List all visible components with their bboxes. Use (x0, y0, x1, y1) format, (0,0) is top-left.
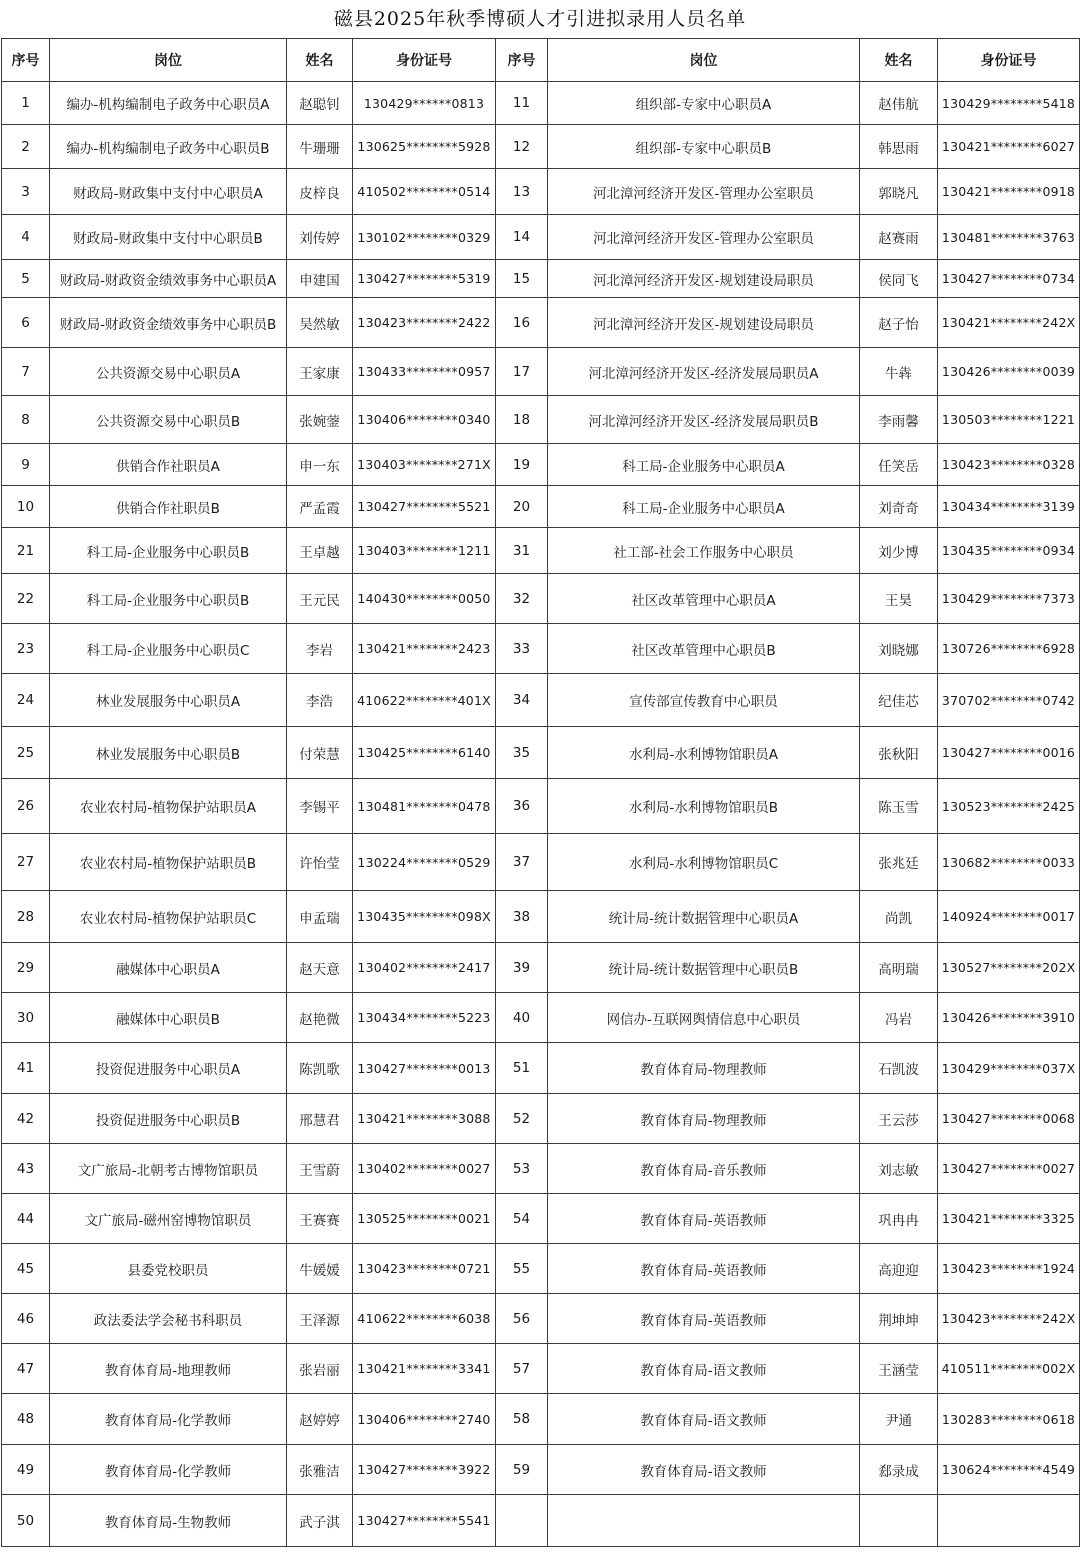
cell-name: 王赛赛 (287, 1194, 353, 1244)
cell-name: 冯岩 (860, 993, 938, 1043)
cell-name: 王雪蔚 (287, 1144, 353, 1194)
cell-post: 河北漳河经济开发区-管理办公室职员 (548, 169, 860, 215)
cell-seq: 36 (496, 779, 548, 834)
cell-seq: 13 (496, 169, 548, 215)
cell-post: 宣传部宣传教育中心职员 (548, 674, 860, 727)
cell-seq: 57 (496, 1344, 548, 1394)
cell-seq: 14 (496, 215, 548, 260)
header-id: 身份证号 (353, 39, 496, 82)
cell-post: 河北漳河经济开发区-规划建设局职员 (548, 260, 860, 298)
cell-post: 财政局-财政集中支付中心职员A (50, 169, 287, 215)
header-row (2, 39, 1080, 82)
cell-id: 130427********0027 (938, 1144, 1080, 1194)
cell-id: 130429******0813 (353, 82, 496, 125)
cell-id: 130423********1924 (938, 1244, 1080, 1294)
cell-post: 河北漳河经济开发区-经济发展局职员A (548, 348, 860, 396)
cell-seq: 39 (496, 943, 548, 993)
cell-id (938, 1495, 1080, 1547)
cell-seq: 47 (2, 1344, 50, 1394)
cell-post: 林业发展服务中心职员A (50, 674, 287, 727)
header-name: 姓名 (860, 39, 938, 82)
cell-id: 130426********0039 (938, 348, 1080, 396)
cell-name: 郭晓凡 (860, 169, 938, 215)
cell-seq: 31 (496, 528, 548, 574)
cell-name: 尹通 (860, 1394, 938, 1445)
cell-id: 130435********0934 (938, 528, 1080, 574)
cell-post: 水利局-水利博物馆职员A (548, 727, 860, 779)
cell-name: 赵婷婷 (287, 1394, 353, 1445)
cell-seq: 48 (2, 1394, 50, 1445)
cell-seq: 5 (2, 260, 50, 298)
cell-seq: 4 (2, 215, 50, 260)
cell-id: 130421********3341 (353, 1344, 496, 1394)
cell-post: 教育体育局-语文教师 (548, 1344, 860, 1394)
cell-seq: 32 (496, 574, 548, 624)
header-id: 身份证号 (938, 39, 1080, 82)
cell-seq: 50 (2, 1495, 50, 1547)
cell-name: 刘传婷 (287, 215, 353, 260)
table-row (2, 943, 1080, 993)
cell-name: 陈玉雪 (860, 779, 938, 834)
cell-name: 任笑岳 (860, 444, 938, 486)
cell-seq: 17 (496, 348, 548, 396)
cell-post: 社工部-社会工作服务中心职员 (548, 528, 860, 574)
cell-seq: 24 (2, 674, 50, 727)
cell-seq: 38 (496, 891, 548, 943)
cell-post: 融媒体中心职员A (50, 943, 287, 993)
cell-id: 130427********3922 (353, 1445, 496, 1495)
cell-id: 130427********0016 (938, 727, 1080, 779)
table-row (2, 993, 1080, 1043)
cell-name: 赵聪钊 (287, 82, 353, 125)
cell-name: 陈凯歌 (287, 1043, 353, 1094)
cell-name: 张岩丽 (287, 1344, 353, 1394)
cell-seq: 7 (2, 348, 50, 396)
cell-name: 张婉蓥 (287, 396, 353, 444)
page-title: 磁县2025年秋季博硕人才引进拟录用人员名单 (333, 8, 747, 30)
cell-name: 王卓越 (287, 528, 353, 574)
cell-seq: 22 (2, 574, 50, 624)
cell-name: 刘奇奇 (860, 486, 938, 528)
cell-name: 赵艳微 (287, 993, 353, 1043)
cell-post: 县委党校职员 (50, 1244, 287, 1294)
cell-post: 社区改革管理中心职员B (548, 624, 860, 674)
cell-seq: 27 (2, 834, 50, 891)
table-row (2, 891, 1080, 943)
cell-seq: 19 (496, 444, 548, 486)
cell-seq: 40 (496, 993, 548, 1043)
cell-post (548, 1495, 860, 1547)
cell-post: 教育体育局-英语教师 (548, 1294, 860, 1344)
cell-seq: 59 (496, 1445, 548, 1495)
cell-post: 教育体育局-语文教师 (548, 1445, 860, 1495)
cell-seq: 1 (2, 82, 50, 125)
cell-id: 130421********2423 (353, 624, 496, 674)
cell-name: 牛媛媛 (287, 1244, 353, 1294)
cell-id: 130403********1211 (353, 528, 496, 574)
table-row (2, 1394, 1080, 1445)
cell-id: 130421********242X (938, 298, 1080, 348)
cell-seq: 56 (496, 1294, 548, 1344)
cell-name: 纪佳芯 (860, 674, 938, 727)
cell-id: 410622********6038 (353, 1294, 496, 1344)
table-row (2, 779, 1080, 834)
cell-seq: 3 (2, 169, 50, 215)
cell-seq: 29 (2, 943, 50, 993)
cell-seq: 11 (496, 82, 548, 125)
table-row (2, 1495, 1080, 1547)
cell-seq: 54 (496, 1194, 548, 1244)
cell-post: 财政局-财政资金绩效事务中心职员B (50, 298, 287, 348)
cell-id: 130434********5223 (353, 993, 496, 1043)
cell-id: 130427********0068 (938, 1094, 1080, 1144)
cell-post: 公共资源交易中心职员B (50, 396, 287, 444)
table-row (2, 1043, 1080, 1094)
cell-seq: 53 (496, 1144, 548, 1194)
cell-post: 河北漳河经济开发区-规划建设局职员 (548, 298, 860, 348)
cell-post: 投资促进服务中心职员B (50, 1094, 287, 1144)
cell-id: 130224********0529 (353, 834, 496, 891)
cell-id: 130423********242X (938, 1294, 1080, 1344)
table-row (2, 574, 1080, 624)
cell-name: 刘志敏 (860, 1144, 938, 1194)
cell-seq: 21 (2, 528, 50, 574)
cell-post: 教育体育局-化学教师 (50, 1445, 287, 1495)
cell-name: 巩冉冉 (860, 1194, 938, 1244)
table-row (2, 298, 1080, 348)
table-row (2, 486, 1080, 528)
cell-seq: 23 (2, 624, 50, 674)
cell-id: 130429********5418 (938, 82, 1080, 125)
cell-id: 140924********0017 (938, 891, 1080, 943)
cell-post: 统计局-统计数据管理中心职员B (548, 943, 860, 993)
cell-post: 教育体育局-物理教师 (548, 1043, 860, 1094)
table-row (2, 674, 1080, 727)
header-seq: 序号 (2, 39, 50, 82)
cell-name: 吴然敏 (287, 298, 353, 348)
cell-id: 130523********2425 (938, 779, 1080, 834)
cell-id: 130406********0340 (353, 396, 496, 444)
cell-post: 编办-机构编制电子政务中心职员A (50, 82, 287, 125)
cell-name: 王云莎 (860, 1094, 938, 1144)
table-row (2, 1194, 1080, 1244)
cell-post: 农业农村局-植物保护站职员C (50, 891, 287, 943)
cell-post: 科工局-企业服务中心职员A (548, 486, 860, 528)
cell-post: 组织部-专家中心职员A (548, 82, 860, 125)
cell-id: 130429********037X (938, 1043, 1080, 1094)
cell-seq: 8 (2, 396, 50, 444)
cell-seq: 2 (2, 125, 50, 169)
table-row (2, 624, 1080, 674)
cell-post: 教育体育局-音乐教师 (548, 1144, 860, 1194)
cell-name: 郄录成 (860, 1445, 938, 1495)
cell-seq: 30 (2, 993, 50, 1043)
cell-id: 130423********0328 (938, 444, 1080, 486)
cell-seq: 10 (2, 486, 50, 528)
cell-seq: 45 (2, 1244, 50, 1294)
cell-name: 荆坤坤 (860, 1294, 938, 1344)
cell-name: 申建国 (287, 260, 353, 298)
table-row (2, 125, 1080, 169)
cell-seq: 41 (2, 1043, 50, 1094)
cell-post: 农业农村局-植物保护站职员A (50, 779, 287, 834)
cell-seq (496, 1495, 548, 1547)
cell-id: 130402********2417 (353, 943, 496, 993)
cell-id: 130425********6140 (353, 727, 496, 779)
cell-id: 130481********3763 (938, 215, 1080, 260)
cell-name: 刘少博 (860, 528, 938, 574)
cell-name: 申一东 (287, 444, 353, 486)
cell-name: 牛犇 (860, 348, 938, 396)
cell-name: 付荣慧 (287, 727, 353, 779)
cell-id: 130423********0721 (353, 1244, 496, 1294)
cell-seq: 46 (2, 1294, 50, 1344)
table-row (2, 348, 1080, 396)
cell-seq: 33 (496, 624, 548, 674)
cell-name: 赵伟航 (860, 82, 938, 125)
cell-post: 教育体育局-生物教师 (50, 1495, 287, 1547)
cell-id: 130427********5541 (353, 1495, 496, 1547)
cell-id: 130481********0478 (353, 779, 496, 834)
cell-post: 水利局-水利博物馆职员C (548, 834, 860, 891)
cell-name: 李锡平 (287, 779, 353, 834)
cell-seq: 37 (496, 834, 548, 891)
cell-id: 410622********401X (353, 674, 496, 727)
header-post: 岗位 (548, 39, 860, 82)
cell-id: 410502********0514 (353, 169, 496, 215)
cell-name: 高明瑞 (860, 943, 938, 993)
cell-seq: 20 (496, 486, 548, 528)
cell-seq: 16 (496, 298, 548, 348)
cell-seq: 28 (2, 891, 50, 943)
cell-id: 130433********0957 (353, 348, 496, 396)
cell-seq: 6 (2, 298, 50, 348)
cell-post: 河北漳河经济开发区-管理办公室职员 (548, 215, 860, 260)
cell-seq: 44 (2, 1194, 50, 1244)
cell-seq: 58 (496, 1394, 548, 1445)
cell-name: 侯同飞 (860, 260, 938, 298)
cell-id: 130726********6928 (938, 624, 1080, 674)
cell-id: 410511********002X (938, 1344, 1080, 1394)
cell-id: 130406********2740 (353, 1394, 496, 1445)
cell-id: 130427********0734 (938, 260, 1080, 298)
cell-id: 130525********0021 (353, 1194, 496, 1244)
cell-name: 王昊 (860, 574, 938, 624)
cell-id: 130682********0033 (938, 834, 1080, 891)
cell-id: 130503********1221 (938, 396, 1080, 444)
cell-post: 教育体育局-语文教师 (548, 1394, 860, 1445)
cell-post: 组织部-专家中心职员B (548, 125, 860, 169)
cell-id: 130624********4549 (938, 1445, 1080, 1495)
cell-post: 科工局-企业服务中心职员A (548, 444, 860, 486)
candidate-table (1, 38, 1080, 1547)
cell-name: 石凯波 (860, 1043, 938, 1094)
cell-name: 张秋阳 (860, 727, 938, 779)
cell-id: 130434********3139 (938, 486, 1080, 528)
cell-name: 赵赛雨 (860, 215, 938, 260)
cell-post: 供销合作社职员B (50, 486, 287, 528)
cell-post: 林业发展服务中心职员B (50, 727, 287, 779)
cell-name: 刘晓娜 (860, 624, 938, 674)
cell-post: 教育体育局-英语教师 (548, 1244, 860, 1294)
cell-post: 供销合作社职员A (50, 444, 287, 486)
table-row (2, 215, 1080, 260)
cell-id: 370702********0742 (938, 674, 1080, 727)
cell-id: 130427********5319 (353, 260, 496, 298)
cell-id: 130435********098X (353, 891, 496, 943)
cell-name: 许怡莹 (287, 834, 353, 891)
cell-seq: 42 (2, 1094, 50, 1144)
table-row (2, 1144, 1080, 1194)
cell-post: 财政局-财政资金绩效事务中心职员A (50, 260, 287, 298)
table-row (2, 834, 1080, 891)
cell-name (860, 1495, 938, 1547)
cell-post: 教育体育局-英语教师 (548, 1194, 860, 1244)
cell-post: 教育体育局-物理教师 (548, 1094, 860, 1144)
table-row (2, 260, 1080, 298)
cell-seq: 25 (2, 727, 50, 779)
cell-post: 文广旅局-北朝考古博物馆职员 (50, 1144, 287, 1194)
cell-id: 130426********3910 (938, 993, 1080, 1043)
cell-seq: 18 (496, 396, 548, 444)
cell-post: 科工局-企业服务中心职员B (50, 528, 287, 574)
cell-id: 130403********271X (353, 444, 496, 486)
cell-name: 王涵莹 (860, 1344, 938, 1394)
cell-name: 赵天意 (287, 943, 353, 993)
table-row (2, 727, 1080, 779)
cell-seq: 35 (496, 727, 548, 779)
cell-name: 王家康 (287, 348, 353, 396)
cell-name: 张兆廷 (860, 834, 938, 891)
header-name: 姓名 (287, 39, 353, 82)
cell-seq: 9 (2, 444, 50, 486)
cell-id: 130429********7373 (938, 574, 1080, 624)
table-row (2, 169, 1080, 215)
cell-post: 投资促进服务中心职员A (50, 1043, 287, 1094)
table-row (2, 82, 1080, 125)
cell-name: 赵子怡 (860, 298, 938, 348)
cell-id: 130423********2422 (353, 298, 496, 348)
header-seq: 序号 (496, 39, 548, 82)
table-row (2, 1445, 1080, 1495)
cell-id: 130102********0329 (353, 215, 496, 260)
cell-post: 科工局-企业服务中心职员B (50, 574, 287, 624)
cell-id: 130402********0027 (353, 1144, 496, 1194)
table-row (2, 1344, 1080, 1394)
cell-name: 韩思雨 (860, 125, 938, 169)
cell-post: 水利局-水利博物馆职员B (548, 779, 860, 834)
table-row (2, 1294, 1080, 1344)
cell-post: 科工局-企业服务中心职员C (50, 624, 287, 674)
cell-name: 邢慧君 (287, 1094, 353, 1144)
cell-post: 统计局-统计数据管理中心职员A (548, 891, 860, 943)
table-row (2, 1094, 1080, 1144)
cell-id: 130625********5928 (353, 125, 496, 169)
cell-id: 130427********0013 (353, 1043, 496, 1094)
cell-id: 130421********3325 (938, 1194, 1080, 1244)
cell-name: 王泽源 (287, 1294, 353, 1344)
table-row (2, 528, 1080, 574)
cell-id: 130421********6027 (938, 125, 1080, 169)
cell-name: 皮梓良 (287, 169, 353, 215)
cell-seq: 12 (496, 125, 548, 169)
cell-name: 王元民 (287, 574, 353, 624)
cell-post: 政法委法学会秘书科职员 (50, 1294, 287, 1344)
cell-seq: 51 (496, 1043, 548, 1094)
cell-post: 融媒体中心职员B (50, 993, 287, 1043)
cell-id: 130283********0618 (938, 1394, 1080, 1445)
cell-name: 牛珊珊 (287, 125, 353, 169)
cell-id: 130527********202X (938, 943, 1080, 993)
cell-name: 严孟霞 (287, 486, 353, 528)
cell-seq: 26 (2, 779, 50, 834)
cell-seq: 15 (496, 260, 548, 298)
cell-id: 140430********0050 (353, 574, 496, 624)
cell-post: 财政局-财政集中支付中心职员B (50, 215, 287, 260)
table-row (2, 1244, 1080, 1294)
cell-id: 130427********5521 (353, 486, 496, 528)
cell-seq: 49 (2, 1445, 50, 1495)
cell-seq: 34 (496, 674, 548, 727)
cell-post: 河北漳河经济开发区-经济发展局职员B (548, 396, 860, 444)
cell-seq: 55 (496, 1244, 548, 1294)
cell-name: 李浩 (287, 674, 353, 727)
cell-name: 张雅洁 (287, 1445, 353, 1495)
cell-post: 农业农村局-植物保护站职员B (50, 834, 287, 891)
cell-name: 申孟瑞 (287, 891, 353, 943)
cell-name: 李岩 (287, 624, 353, 674)
cell-post: 公共资源交易中心职员A (50, 348, 287, 396)
cell-name: 尚凯 (860, 891, 938, 943)
cell-post: 教育体育局-化学教师 (50, 1394, 287, 1445)
cell-name: 武子淇 (287, 1495, 353, 1547)
cell-seq: 43 (2, 1144, 50, 1194)
cell-post: 教育体育局-地理教师 (50, 1344, 287, 1394)
cell-id: 130421********0918 (938, 169, 1080, 215)
table-row (2, 396, 1080, 444)
cell-name: 李雨馨 (860, 396, 938, 444)
cell-post: 社区改革管理中心职员A (548, 574, 860, 624)
table-row (2, 444, 1080, 486)
cell-id: 130421********3088 (353, 1094, 496, 1144)
cell-name: 高迎迎 (860, 1244, 938, 1294)
cell-post: 文广旅局-磁州窑博物馆职员 (50, 1194, 287, 1244)
cell-seq: 52 (496, 1094, 548, 1144)
cell-post: 网信办-互联网舆情信息中心职员 (548, 993, 860, 1043)
cell-post: 编办-机构编制电子政务中心职员B (50, 125, 287, 169)
header-post: 岗位 (50, 39, 287, 82)
